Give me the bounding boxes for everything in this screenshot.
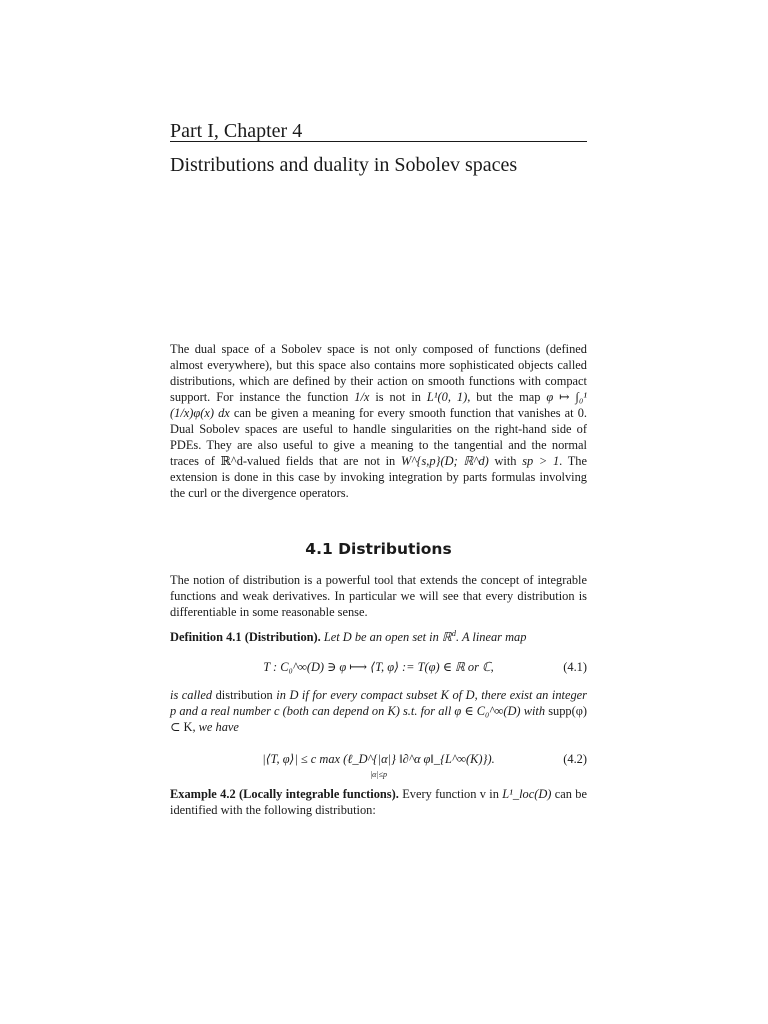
abstract-s4: can be given a meaning for every smooth function that vanishes at 0. Dual Sobolev spaces are useful to handle singularities on the right-hand side of PDEs. They are also useful to give a meaning to the tangential and the normal traces of — [170, 406, 587, 468]
map-expression: φ ↦ ∫₀¹ (1/x)φ(x) dx — [170, 390, 587, 420]
section-heading: 4.1 Distributions — [305, 540, 452, 558]
abstract-s7: . The extension is done in this case by invoking integration by parts formulas involving the curl or the divergence operators. — [170, 454, 588, 500]
equation-4-2-subscript: |α|≤p — [369, 770, 387, 779]
definition-lead-end: . A linear map — [455, 630, 527, 644]
definition-lead-sup: d — [451, 627, 456, 638]
example-paragraph — [170, 786, 587, 818]
equation-4-1-number: (4.1) — [563, 660, 587, 674]
page — [170, 0, 587, 1024]
definition-cont3: , we have — [192, 720, 239, 734]
equation-4-2-body-wrap — [170, 751, 587, 779]
sp-condition: sp > 1 — [522, 454, 560, 468]
example-label: Example 4.2 (Locally integrable functions). — [170, 787, 399, 801]
definition-term: distribution — [215, 688, 273, 702]
equation-4-2-number: (4.2) — [563, 752, 587, 766]
chapter-title: Distributions and duality in Sobolev spaces — [170, 154, 518, 176]
frac-1-x: 1/x — [354, 390, 370, 404]
equation-4-1-body: T : C₀^∞(D) ∋ φ ⟼ ⟨T, φ⟩ := T(φ) ∈ ℝ or ℂ, — [263, 660, 494, 674]
header-rule — [170, 141, 587, 142]
example-text2: can be identified with the following distribution: — [170, 787, 588, 817]
abstract-s2: is not in — [369, 390, 427, 404]
abstract-s5: -valued fields that are not in — [242, 454, 401, 468]
definition-cont2: in D if for every compact subset K of D, there exist an integer p and a real number c (both can depend on K) s.t. for all φ ∈ C₀^∞(D) with — [170, 688, 587, 718]
rd-symbol: ℝ^d — [220, 454, 243, 468]
abstract-s1: The dual space of a Sobolev space is not only composed of functions (defined almost everywhere), but this space also contains more sophisticated objects called distributions, which are defined by their action on smooth functions with compact support. For instance the function — [170, 342, 587, 404]
abstract-paragraph — [170, 341, 587, 501]
example-text1: Every function v in — [398, 787, 503, 801]
definition-lead — [170, 629, 587, 645]
l1loc-space: L¹_loc(D) — [502, 787, 552, 801]
equation-4-2-body: |⟨T, φ⟩| ≤ c max (ℓ_D^{|α|} ‖∂^α φ‖_{L^∞(K)}). — [262, 752, 495, 766]
equation-4-2-maxwrap — [262, 751, 495, 779]
equation-4-2 — [170, 751, 587, 781]
definition-supp: supp(φ) ⊂ K — [170, 704, 587, 734]
l1-space: L¹(0, 1) — [426, 390, 468, 404]
chapter-label: Part I, Chapter 4 — [170, 120, 303, 142]
definition-label: Definition 4.1 (Distribution). — [170, 630, 321, 644]
section-intro: The notion of distribution is a powerful tool that extends the concept of integrable functions and weak derivatives. In particular we will see that every distribution is differentiable in some reasonable sense. — [170, 573, 587, 619]
abstract-s6: with — [488, 454, 523, 468]
definition-cont1: is called — [170, 688, 216, 702]
definition-continuation — [170, 687, 587, 735]
sobolev-space: W^{s,p}(D; ℝ^d) — [400, 454, 489, 468]
abstract-s3: , but the map — [467, 390, 547, 404]
definition-lead-text: Let D be an open set in ℝ — [323, 630, 452, 644]
